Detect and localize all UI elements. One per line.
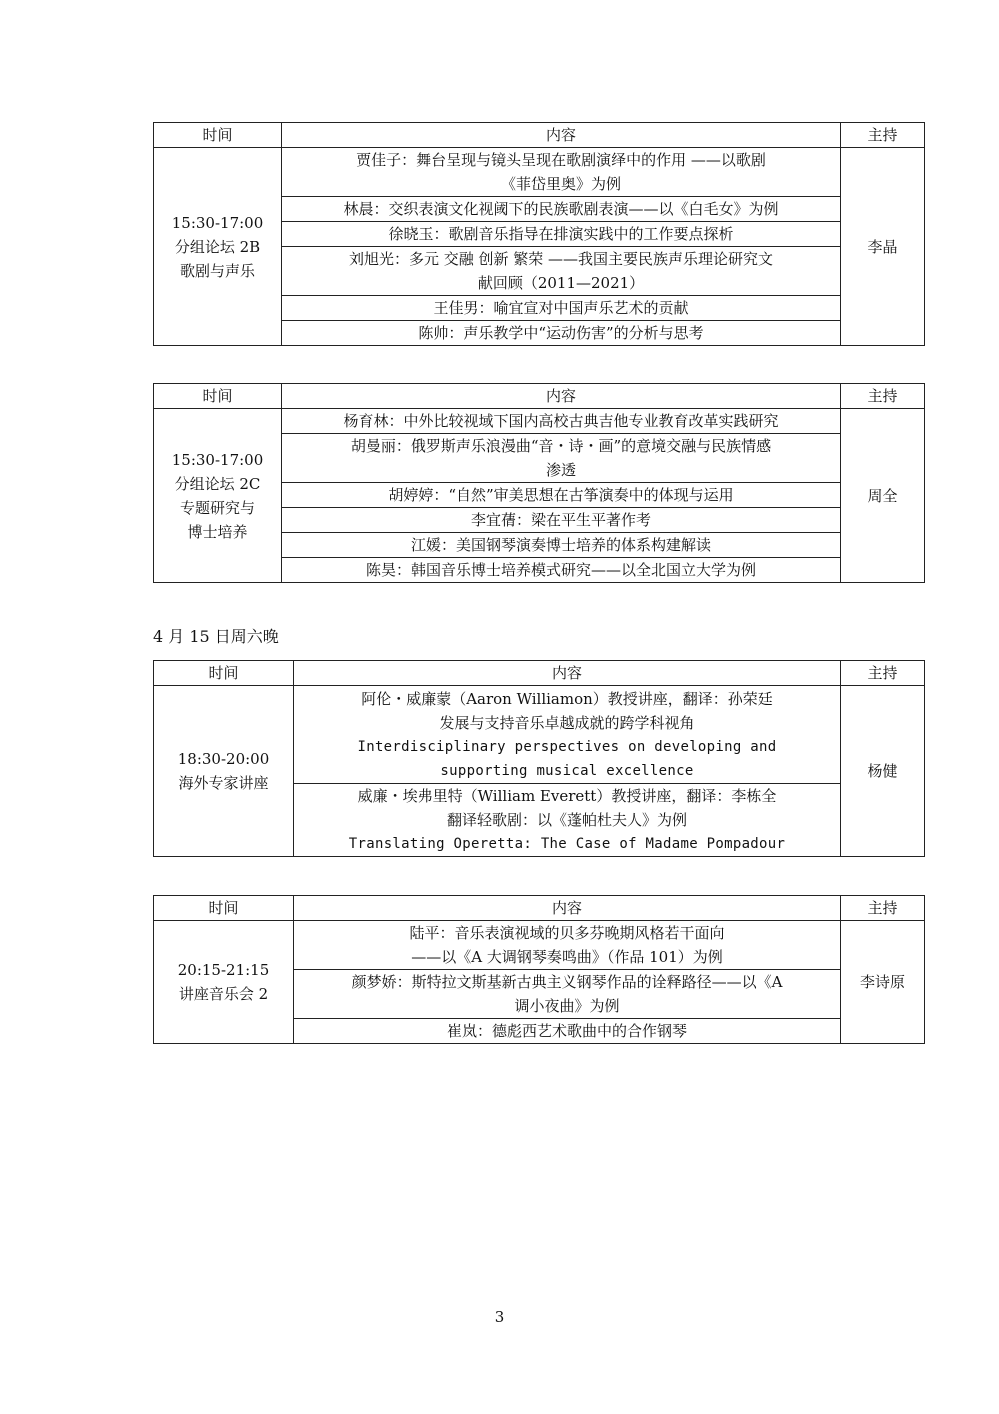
lecture-title-en-cont: supporting musical excellence	[440, 762, 694, 779]
session-name: 讲座音乐会 2	[178, 985, 269, 1003]
session-topic-cont: 博士培养	[187, 522, 248, 541]
session-name: 分组论坛 2B	[174, 237, 261, 256]
table-row	[154, 686, 925, 784]
header-content: 内容	[294, 896, 841, 921]
table-header-row	[154, 661, 925, 686]
host-cell: 李晶	[841, 148, 925, 346]
talk-title-cont: 调小夜曲》为例	[514, 997, 620, 1015]
header-host: 主持	[841, 123, 925, 148]
lecture-cell	[294, 686, 841, 784]
lecture-speaker: 阿伦・威廉蒙（Aaron Williamon）教授讲座，翻译：孙荣廷	[361, 689, 773, 708]
host-cell: 李诗原	[841, 921, 925, 1044]
talk-cell	[282, 434, 841, 483]
session-time-cell	[154, 921, 294, 1044]
header-content: 内容	[282, 123, 841, 148]
schedule-table-lecture	[153, 660, 925, 857]
talk-cell: 陈昊：韩国音乐博士培养模式研究——以全北国立大学为例	[282, 558, 841, 583]
host-cell: 杨健	[841, 686, 925, 857]
talk-cell: 胡婷婷：“自然”审美思想在古筝演奏中的体现与运用	[282, 483, 841, 508]
header-time: 时间	[154, 896, 294, 921]
talk-cell: 江媛：美国钢琴演奏博士培养的体系构建解读	[282, 533, 841, 558]
header-time: 时间	[154, 123, 282, 148]
session-name: 分组论坛 2C	[174, 474, 261, 493]
lecture-title-zh: 翻译轻歌剧：以《蓬帕杜夫人》为例	[446, 811, 687, 829]
header-content: 内容	[294, 661, 841, 686]
header-time: 时间	[154, 384, 282, 409]
schedule-table-concert	[153, 895, 925, 1044]
talk-title-cont: 渗透	[545, 461, 576, 479]
talk-cell: 王佳男：喻宜宣对中国声乐艺术的贡献	[282, 296, 841, 321]
session-time-cell	[154, 148, 282, 346]
talk-title: 陆平：音乐表演视域的贝多芬晚期风格若干面向	[409, 924, 725, 942]
session-time: 15:30-17:00	[171, 450, 264, 469]
lecture-speaker: 威廉・埃弗里特（William Everett）教授讲座，翻译：李栋全	[357, 787, 777, 805]
talk-title-cont: 献回顾（2011—2021）	[477, 274, 645, 292]
session-topic: 歌剧与声乐	[179, 261, 255, 280]
session-time: 15:30-17:00	[171, 213, 264, 232]
schedule-table-2c	[153, 383, 925, 583]
page-number: 3	[494, 1308, 505, 1326]
table-header-row	[154, 384, 925, 409]
schedule-table-2b	[153, 122, 925, 346]
session-time-cell	[154, 409, 282, 583]
table-row	[154, 409, 925, 434]
table-header-row	[154, 123, 925, 148]
table-row	[154, 921, 925, 970]
talk-title-cont: ——以《A 大调钢琴奏鸣曲》（作品 101）为例	[411, 948, 723, 966]
table-row	[154, 148, 925, 197]
session-time: 20:15-21:15	[177, 961, 270, 979]
talk-cell: 徐晓玉：歌剧音乐指导在排演实践中的工作要点探析	[282, 222, 841, 247]
header-host: 主持	[841, 661, 925, 686]
talk-title: 贾佳子：舞台呈现与镜头呈现在歌剧演绎中的作用 ——以歌剧	[356, 151, 766, 169]
table-header-row	[154, 896, 925, 921]
talk-cell	[282, 247, 841, 296]
lecture-title-en: Interdisciplinary perspectives on developing and	[357, 738, 777, 755]
lecture-title-en: Translating Operetta: The Case of Madame Pompadour	[348, 836, 786, 852]
header-host: 主持	[841, 896, 925, 921]
talk-title: 胡曼丽：俄罗斯声乐浪漫曲“音・诗・画”的意境交融与民族情感	[350, 437, 772, 455]
date-heading: 4 月 15 日周六晚	[153, 627, 279, 646]
talk-title-cont: 《菲岱里奥》为例	[500, 175, 621, 193]
talk-cell: 杨育林：中外比较视域下国内高校古典吉他专业教育改革实践研究	[282, 409, 841, 434]
talk-cell: 崔岚：德彪西艺术歌曲中的合作钢琴	[294, 1019, 841, 1044]
header-host: 主持	[841, 384, 925, 409]
session-topic: 专题研究与	[179, 498, 255, 517]
session-time: 18:30-20:00	[177, 750, 270, 768]
header-time: 时间	[154, 661, 294, 686]
session-time-cell	[154, 686, 294, 857]
lecture-title-zh: 发展与支持音乐卓越成就的跨学科视角	[439, 713, 695, 732]
header-content: 内容	[282, 384, 841, 409]
talk-title: 颜梦娇：斯特拉文斯基新古典主义钢琴作品的诠释路径——以《A	[351, 973, 783, 991]
talk-cell	[282, 148, 841, 197]
talk-cell: 李宜蒨：梁在平生平著作考	[282, 508, 841, 533]
lecture-cell	[294, 784, 841, 857]
talk-cell	[294, 970, 841, 1019]
talk-cell: 陈帅：声乐教学中“运动伤害”的分析与思考	[282, 321, 841, 346]
talk-cell	[294, 921, 841, 970]
talk-cell: 林晨：交织表演文化视阈下的民族歌剧表演——以《白毛女》为例	[282, 197, 841, 222]
session-name: 海外专家讲座	[178, 774, 269, 792]
host-cell: 周全	[841, 409, 925, 583]
talk-title: 刘旭光：多元 交融 创新 繁荣 ——我国主要民族声乐理论研究文	[348, 250, 774, 268]
